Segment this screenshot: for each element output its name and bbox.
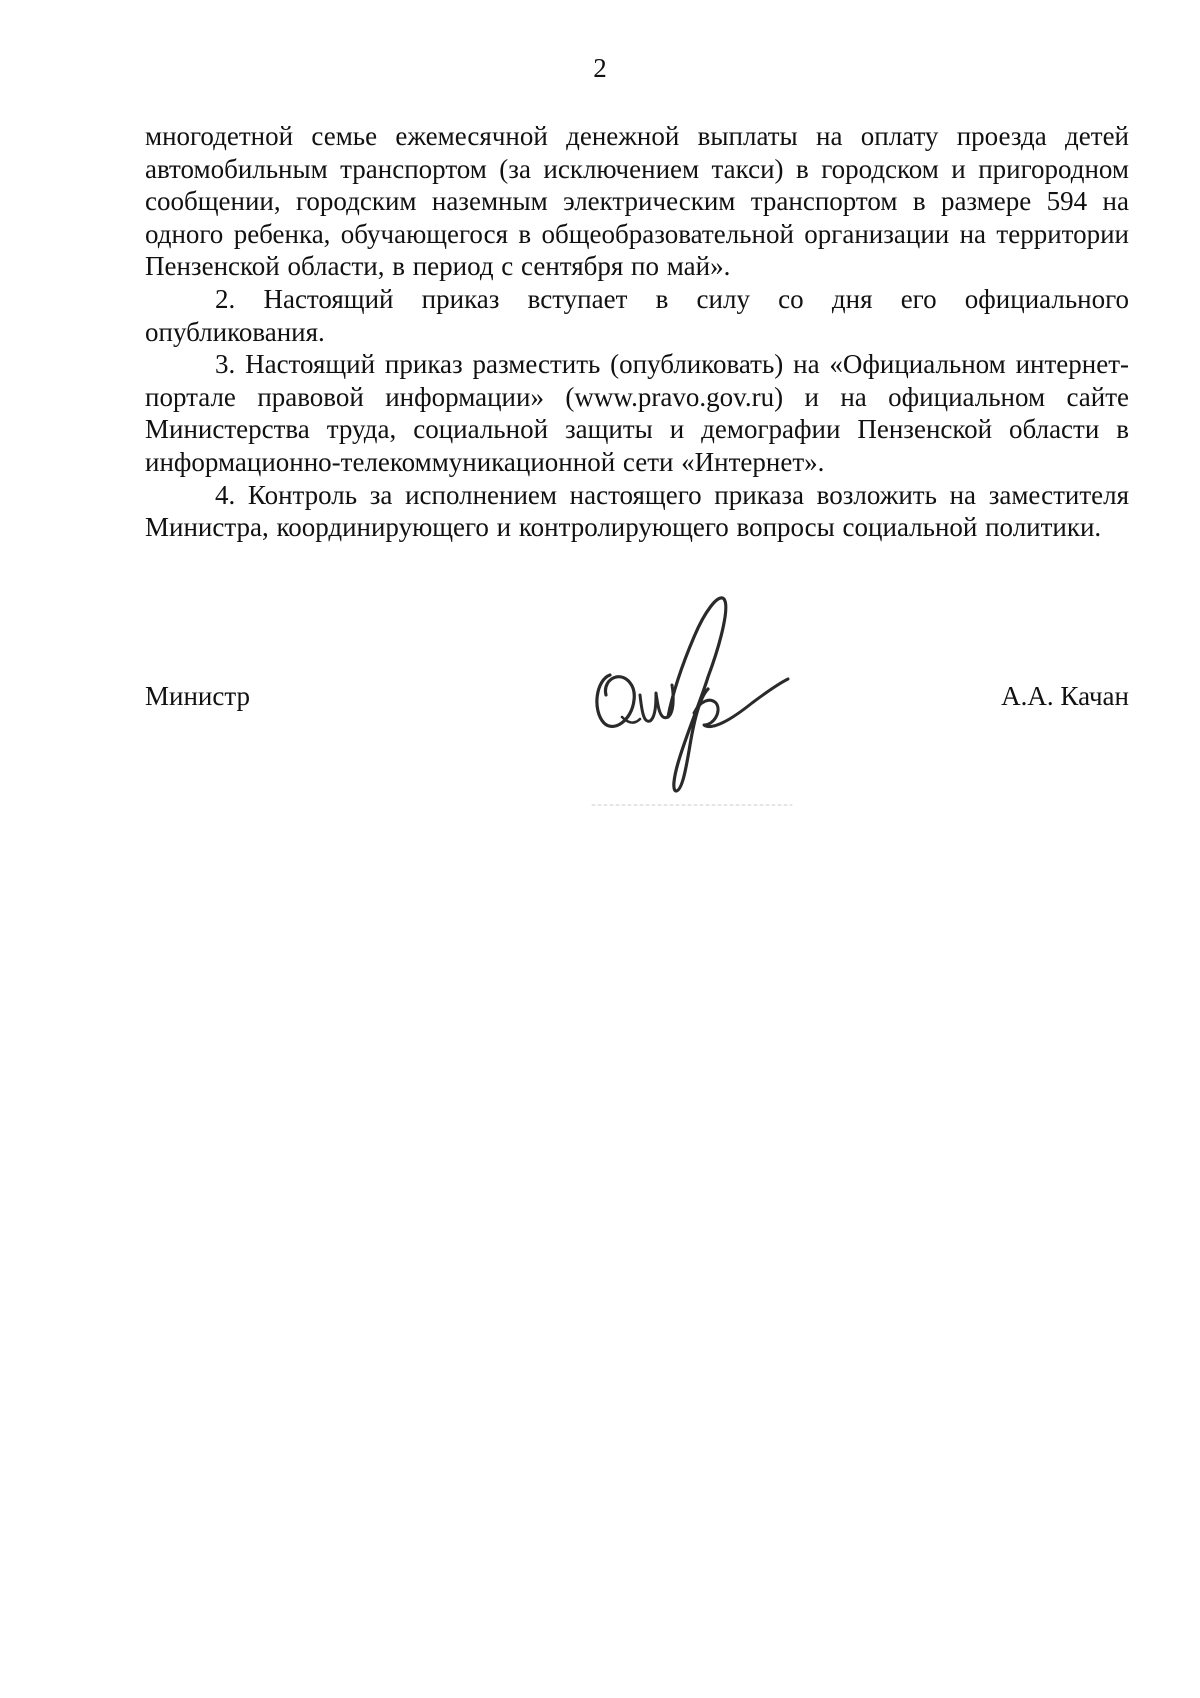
paragraph-item-4: 4. Контроль за исполнением настоящего приказа возложить на заместителя Министра, координирующего и контролирующего вопросы социальной политики.: [145, 479, 1129, 543]
paragraph-continuation: многодетной семье ежемесячной денежной выплаты на оплату проезда детей автомобильным транспортом (за исключением такси) в городском и пригородном сообщении, городским наземным электрическим транспортом в размере 594 на одного ребенка, обучающегося в общеобразовательной организации на территории Пензенской области, в период с сентября по май».: [145, 121, 1129, 282]
signer-role: Министр: [145, 681, 250, 711]
handwritten-signature-icon: [582, 585, 802, 810]
paragraph-item-2: 2. Настоящий приказ вступает в силу со дня его официального опубликования.: [145, 283, 1129, 347]
signer-name: А.А. Качан: [1001, 681, 1129, 711]
document-body: [145, 120, 1129, 544]
paragraph-item-3: 3. Настоящий приказ разместить (опубликовать) на «Официальном интернет-портале правовой информации» (www.pravo.gov.ru) и на официальном сайте Министерства труда, социальной защиты и демографии Пензенской области в информационно-телекоммуникационной сети «Интернет».: [145, 349, 1129, 477]
page-number: 2: [593, 53, 607, 83]
